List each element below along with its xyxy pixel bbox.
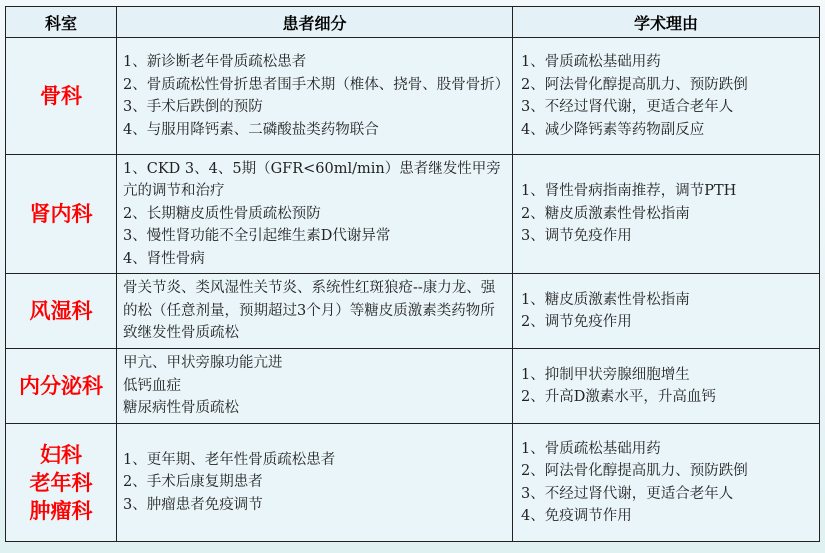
reason-cell	[513, 424, 820, 542]
segment-line: 2、骨质疏松性骨折患者围手术期（椎体、挠骨、股骨骨折）	[123, 76, 510, 93]
dept-name: 肾内科	[29, 202, 93, 226]
reason-cell	[513, 349, 820, 424]
reason-line: 4、减少降钙素等药物副反应	[521, 121, 705, 138]
table-row	[6, 155, 820, 274]
reason-cell	[513, 38, 820, 155]
header-segment: 患者细分	[117, 7, 513, 38]
dept-name: 妇科	[40, 442, 82, 467]
header-row	[6, 7, 820, 38]
segment-line: 2、手术后康复期患者	[123, 474, 263, 491]
segment-line: 甲亢、甲状旁腺功能亢进	[123, 355, 283, 372]
reason-line: 1、骨质疏松基础用药	[521, 54, 661, 70]
segment-line: 糖尿病性骨质疏松	[123, 400, 239, 417]
dept-name: 内分泌科	[19, 374, 103, 398]
table-row	[6, 349, 820, 424]
reason-cell	[513, 274, 820, 349]
reason-line: 2、阿法骨化醇提高肌力、预防跌倒	[521, 463, 748, 479]
segment-line: 3、肿瘤患者免疫调节	[123, 496, 263, 513]
header-reason: 学术理由	[513, 7, 820, 38]
reason-line: 2、阿法骨化醇提高肌力、预防跌倒	[521, 76, 748, 93]
segment-line: 骨关节炎、类风湿性关节炎、系统性红斑狼疮--康力龙、强的松（任意剂量，预期超过3个月）等糖皮质激素类药物所致继发性骨质疏松	[123, 280, 496, 342]
reason-line: 2、升高D激素水平，升高血钙	[521, 389, 716, 405]
segment-line: 1、更年期、老年性骨质疏松患者	[123, 451, 336, 468]
table-row	[6, 274, 820, 349]
segment-cell	[117, 349, 513, 424]
dept-cell	[6, 155, 117, 274]
dept-cell	[6, 38, 117, 155]
reason-line: 1、糖皮质激素性骨松指南	[521, 291, 690, 308]
segment-line: 低钙血症	[123, 377, 181, 394]
reason-cell	[513, 155, 820, 274]
reason-line: 2、调节免疫作用	[521, 314, 632, 330]
reason-line: 3、不经过肾代谢，更适合老年人	[521, 485, 734, 502]
dept-name: 风湿科	[29, 299, 93, 323]
segment-cell	[117, 424, 513, 542]
segment-line: 4、肾性骨病	[123, 250, 205, 267]
dept-cell	[6, 424, 117, 542]
department-table	[5, 6, 820, 542]
table-row	[6, 38, 820, 155]
table-row	[6, 424, 820, 542]
dept-cell	[6, 349, 117, 424]
segment-line: 3、手术后跌倒的预防	[123, 99, 263, 115]
segment-line: 3、慢性肾功能不全引起维生素D代谢异常	[123, 228, 391, 245]
segment-line: 1、CKD 3、4、5期（GFR<60ml/min）患者继发性甲旁亢的调节和治疗	[123, 160, 501, 200]
header-dept: 科室	[6, 7, 117, 38]
dept-name: 肿瘤科	[29, 498, 93, 523]
segment-line: 2、长期糖皮质性骨质疏松预防	[123, 205, 321, 222]
segment-cell	[117, 274, 513, 349]
reason-line: 1、抑制甲状旁腺细胞增生	[521, 366, 690, 383]
reason-line: 2、糖皮质激素性骨松指南	[521, 205, 690, 222]
dept-cell	[6, 274, 117, 349]
reason-line: 3、调节免疫作用	[521, 228, 632, 245]
reason-line: 3、不经过肾代谢，更适合老年人	[521, 99, 734, 115]
reason-line: 1、骨质疏松基础用药	[521, 440, 661, 457]
segment-cell	[117, 155, 513, 274]
dept-name: 骨科	[40, 84, 82, 108]
reason-line: 1、肾性骨病指南推荐，调节PTH	[521, 183, 737, 200]
segment-line: 1、新诊断老年骨质疏松患者	[123, 54, 307, 70]
dept-name: 老年科	[29, 470, 93, 495]
segment-cell	[117, 38, 513, 155]
segment-line: 4、与服用降钙素、二磷酸盐类药物联合	[123, 121, 379, 138]
reason-line: 4、免疫调节作用	[521, 508, 632, 524]
